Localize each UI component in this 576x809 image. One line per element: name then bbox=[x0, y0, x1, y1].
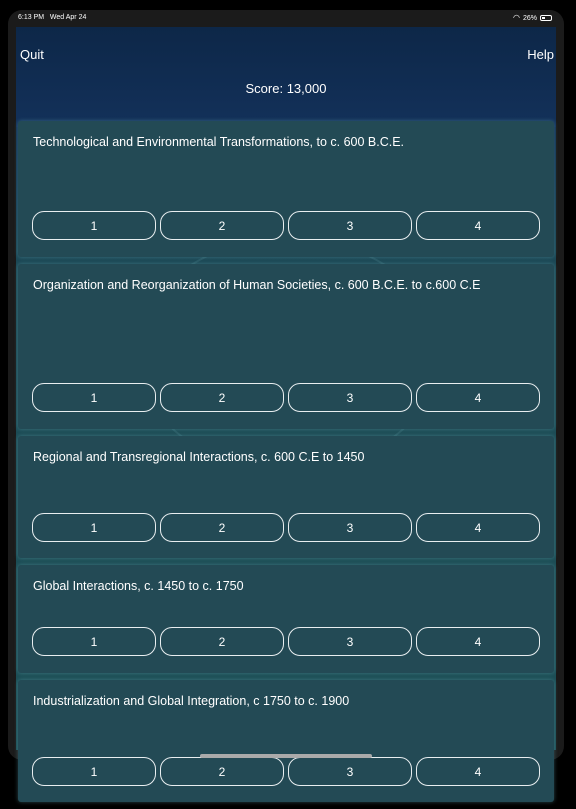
level-button-4[interactable]: 4 bbox=[416, 757, 540, 786]
unit-card bbox=[18, 121, 554, 257]
level-button-1[interactable]: 1 bbox=[32, 383, 156, 412]
home-indicator[interactable] bbox=[200, 754, 372, 758]
unit-title: Regional and Transregional Interactions, c. 600 C.E to 1450 bbox=[33, 450, 365, 464]
unit-title: Global Interactions, c. 1450 to c. 1750 bbox=[33, 579, 244, 593]
battery-percent: 26% bbox=[522, 14, 537, 22]
level-button-4[interactable]: 4 bbox=[416, 383, 540, 412]
level-buttons bbox=[32, 383, 540, 412]
quit-button[interactable]: Quit bbox=[20, 47, 44, 62]
unit-title: Technological and Environmental Transformations, to c. 600 B.C.E. bbox=[33, 135, 405, 149]
level-buttons bbox=[32, 627, 540, 656]
level-button-4[interactable]: 4 bbox=[416, 627, 540, 656]
status-left bbox=[18, 14, 86, 21]
app-screen bbox=[16, 27, 556, 779]
level-button-4[interactable]: 4 bbox=[416, 211, 540, 240]
status-bar bbox=[8, 10, 564, 26]
unit-list bbox=[18, 121, 554, 809]
level-button-4[interactable]: 4 bbox=[416, 513, 540, 542]
device-frame bbox=[8, 10, 564, 779]
level-buttons bbox=[32, 513, 540, 542]
score-label: Score: 13,000 bbox=[245, 81, 327, 96]
status-date: Wed Apr 24 bbox=[49, 14, 87, 21]
level-button-1[interactable]: 1 bbox=[32, 757, 156, 786]
level-button-2[interactable]: 2 bbox=[160, 211, 284, 240]
unit-title: Organization and Reorganization of Human Societies, c. 600 B.C.E. to c.600 C.E bbox=[33, 278, 481, 292]
level-button-3[interactable]: 3 bbox=[288, 757, 412, 786]
top-bar bbox=[16, 27, 556, 127]
status-right bbox=[513, 14, 552, 22]
level-buttons bbox=[32, 211, 540, 240]
level-buttons bbox=[32, 757, 540, 786]
level-button-3[interactable]: 3 bbox=[288, 513, 412, 542]
unit-card bbox=[18, 264, 554, 429]
wifi-icon: ◠ bbox=[513, 13, 520, 22]
level-button-1[interactable]: 1 bbox=[32, 211, 156, 240]
level-button-1[interactable]: 1 bbox=[32, 513, 156, 542]
status-time: 6:13 PM bbox=[18, 14, 45, 21]
battery-icon bbox=[540, 15, 552, 21]
unit-title: Industrialization and Global Integration, c 1750 to c. 1900 bbox=[33, 694, 350, 708]
level-button-3[interactable]: 3 bbox=[288, 211, 412, 240]
unit-card bbox=[18, 565, 554, 673]
level-button-1[interactable]: 1 bbox=[32, 627, 156, 656]
level-button-2[interactable]: 2 bbox=[160, 513, 284, 542]
level-button-2[interactable]: 2 bbox=[160, 627, 284, 656]
level-button-2[interactable]: 2 bbox=[160, 757, 284, 786]
level-button-3[interactable]: 3 bbox=[288, 383, 412, 412]
unit-card bbox=[18, 680, 554, 802]
unit-card bbox=[18, 436, 554, 558]
level-button-3[interactable]: 3 bbox=[288, 627, 412, 656]
help-button[interactable]: Help bbox=[527, 47, 554, 62]
level-button-2[interactable]: 2 bbox=[160, 383, 284, 412]
